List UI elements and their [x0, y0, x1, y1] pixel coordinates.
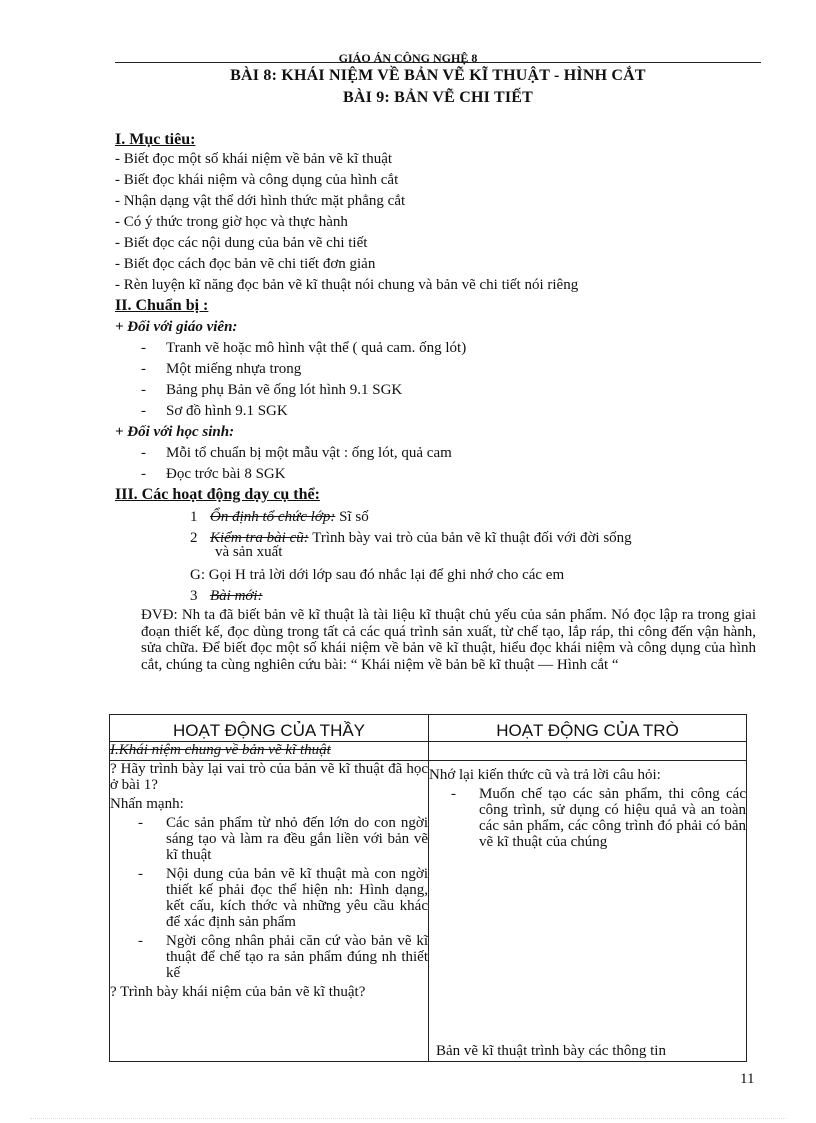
objective-item: - Rèn luyện kĩ năng đọc bản vẽ kĩ thuật nói chung và bản vẽ chi tiết nói riêng — [115, 277, 579, 293]
dash-bullet: - — [141, 403, 146, 419]
lesson-title-9: BÀI 9: BẢN VẼ CHI TIẾT — [342, 89, 534, 106]
student-prep-item: Mỗi tổ chuẩn bị một mẫu vật : ống lót, quả cam — [166, 445, 452, 461]
table-subheading-row — [110, 742, 747, 761]
objective-item: - Biết đọc một số khái niệm về bản vẽ kĩ thuật — [115, 151, 393, 167]
step-label: Bài mới: — [210, 588, 263, 604]
objective-item: - Biết đọc các nội dung của bản vẽ chi tiết — [115, 235, 368, 251]
empty-cell — [429, 742, 747, 761]
teacher-point: Ngời công nhân phải căn cứ vào bản vẽ kĩ thuật để chế tạo ra sản phẩm đúng nh thiết kế — [166, 933, 428, 981]
step-1 — [190, 507, 369, 527]
dash-bullet: - — [141, 445, 146, 461]
table-row — [110, 761, 747, 1062]
dash-bullet: - — [138, 933, 143, 949]
teacher-point: Nội dung của bản vẽ kĩ thuật mà con ngời thiết kế phải đọc thể hiện nh: Hình dạng, kết cấu, kích thớc và những yêu cầu khác để xác định sản phẩm — [166, 866, 428, 930]
teacher-question: ? Trình bày khái niệm của bản vẽ kĩ thuật? — [110, 984, 366, 1000]
student-column-header: HOẠT ĐỘNG CỦA TRÒ — [429, 715, 747, 742]
step-number: 1 — [190, 509, 198, 525]
student-answer: Bản vẽ kĩ thuật trình bày các thông tin — [436, 1043, 666, 1059]
list-item — [110, 815, 428, 863]
page-bottom-divider — [30, 1118, 786, 1119]
dash-bullet: - — [138, 815, 143, 831]
dash-bullet: - — [141, 361, 146, 377]
teacher-instruction: G: Gọi H trả lời dới lớp sau đó nhắc lại để ghi nhớ cho các em — [190, 567, 565, 583]
teacher-prep-item: Sơ đồ hình 9.1 SGK — [166, 403, 288, 419]
table-subheading: I.Khái niệm chung về bản vẽ kĩ thuật — [110, 742, 331, 758]
step-2-continued: và sản xuất — [215, 544, 283, 560]
step-3 — [190, 586, 263, 606]
lesson-intro-paragraph: ĐVĐ: Nh ta đã biết bản vẽ kĩ thuật là tài liệu kĩ thuật chủ yếu của sản phẩm. Nó đọc lập ra trong giai đoạn thiết kế, đọc dùng trong tất cả các quá trình sản xuất, từ chế tạo, lắp ráp, thi công đến vận hành, sửa chữa. Để biết đọc một số khái niệm về bản vẽ kĩ thuật, hiểu đọc khái niệm và công dụng của hình cắt, chúng ta cùng nghiên cứu bài: “ Khái niệm về bản bẽ kĩ thuật — Hình cắt “ — [141, 607, 756, 673]
student-prep-item: Đọc trớc bài 8 SGK — [166, 466, 286, 482]
subheading-cell — [110, 742, 429, 761]
teacher-question: ? Hãy trình bày lại vai trò của bản vẽ kĩ thuật đã học ở bài 1? — [110, 761, 428, 793]
teacher-prep-heading: + Đối với giáo viên: — [115, 319, 238, 335]
dash-bullet: - — [141, 340, 146, 356]
teacher-point: Các sản phẩm từ nhỏ đến lớn do con ngời sáng tạo và làm ra đều gắn liền với bản vẽ kĩ thuật — [166, 815, 428, 863]
section-objectives-heading: I. Mục tiêu: — [115, 131, 196, 148]
page-number: 11 — [740, 1071, 755, 1087]
step-number: 3 — [190, 588, 198, 604]
list-item — [110, 866, 428, 930]
student-activity-cell — [429, 761, 747, 1062]
dash-bullet: - — [451, 786, 456, 802]
teacher-prep-item: Tranh vẽ hoặc mô hình vật thể ( quả cam. ống lót) — [166, 340, 467, 356]
dash-bullet: - — [141, 382, 146, 398]
section-preparation-heading: II. Chuẩn bị : — [115, 297, 209, 314]
step-label: Ổn định tổ chức lớp: — [210, 509, 336, 525]
list-item — [110, 933, 428, 981]
activity-table — [109, 714, 747, 1062]
section-activities-heading-text: III. Các hoạt động dạy cụ thể: — [115, 486, 320, 503]
dash-bullet: - — [141, 466, 146, 482]
step-label: Kiểm tra bài cũ: — [210, 530, 309, 546]
step-text: Trình bày vai trò của bản vẽ kĩ thuật đối với đời sống — [308, 530, 632, 546]
teacher-column-header: HOẠT ĐỘNG CỦA THẦY — [110, 715, 429, 742]
section-activities-heading — [115, 485, 320, 505]
student-point: Muốn chế tạo các sản phẩm, thi công các công trình, sử dụng có hiệu quả và an toàn các sản phẩm, các công trình đó phải có bản vẽ kĩ thuật của chúng — [479, 786, 746, 850]
objective-item: - Biết đọc khái niệm và công dụng của hình cắt — [115, 172, 399, 188]
objective-item: - Biết đọc cách đọc bản vẽ chi tiết đơn giản — [115, 256, 376, 272]
table-header-row — [110, 715, 747, 742]
student-intro: Nhớ lại kiến thức cũ và trả lời câu hỏi: — [429, 767, 661, 783]
subject-header: GIÁO ÁN CÔNG NGHỆ 8 — [338, 51, 478, 65]
teacher-activity-cell — [110, 761, 429, 1062]
teacher-prep-item: Một miếng nhựa trong — [166, 361, 302, 377]
list-item — [429, 786, 746, 850]
objective-item: - Có ý thức trong giờ học và thực hành — [115, 214, 348, 230]
header-rule — [115, 62, 761, 63]
objective-item: - Nhận dạng vật thể dới hình thức mặt phẳng cắt — [115, 193, 406, 209]
student-prep-heading: + Đối với học sinh: — [115, 424, 235, 440]
lesson-title-8: BÀI 8: KHÁI NIỆM VỀ BẢN VẼ KĨ THUẬT - HÌNH CẮT — [230, 67, 646, 84]
step-number: 2 — [190, 530, 198, 546]
teacher-prep-item: Bảng phụ Bản vẽ ống lót hình 9.1 SGK — [166, 382, 403, 398]
teacher-emphasis: Nhấn mạnh: — [110, 796, 184, 812]
step-text: Sĩ số — [335, 509, 369, 525]
dash-bullet: - — [138, 866, 143, 882]
